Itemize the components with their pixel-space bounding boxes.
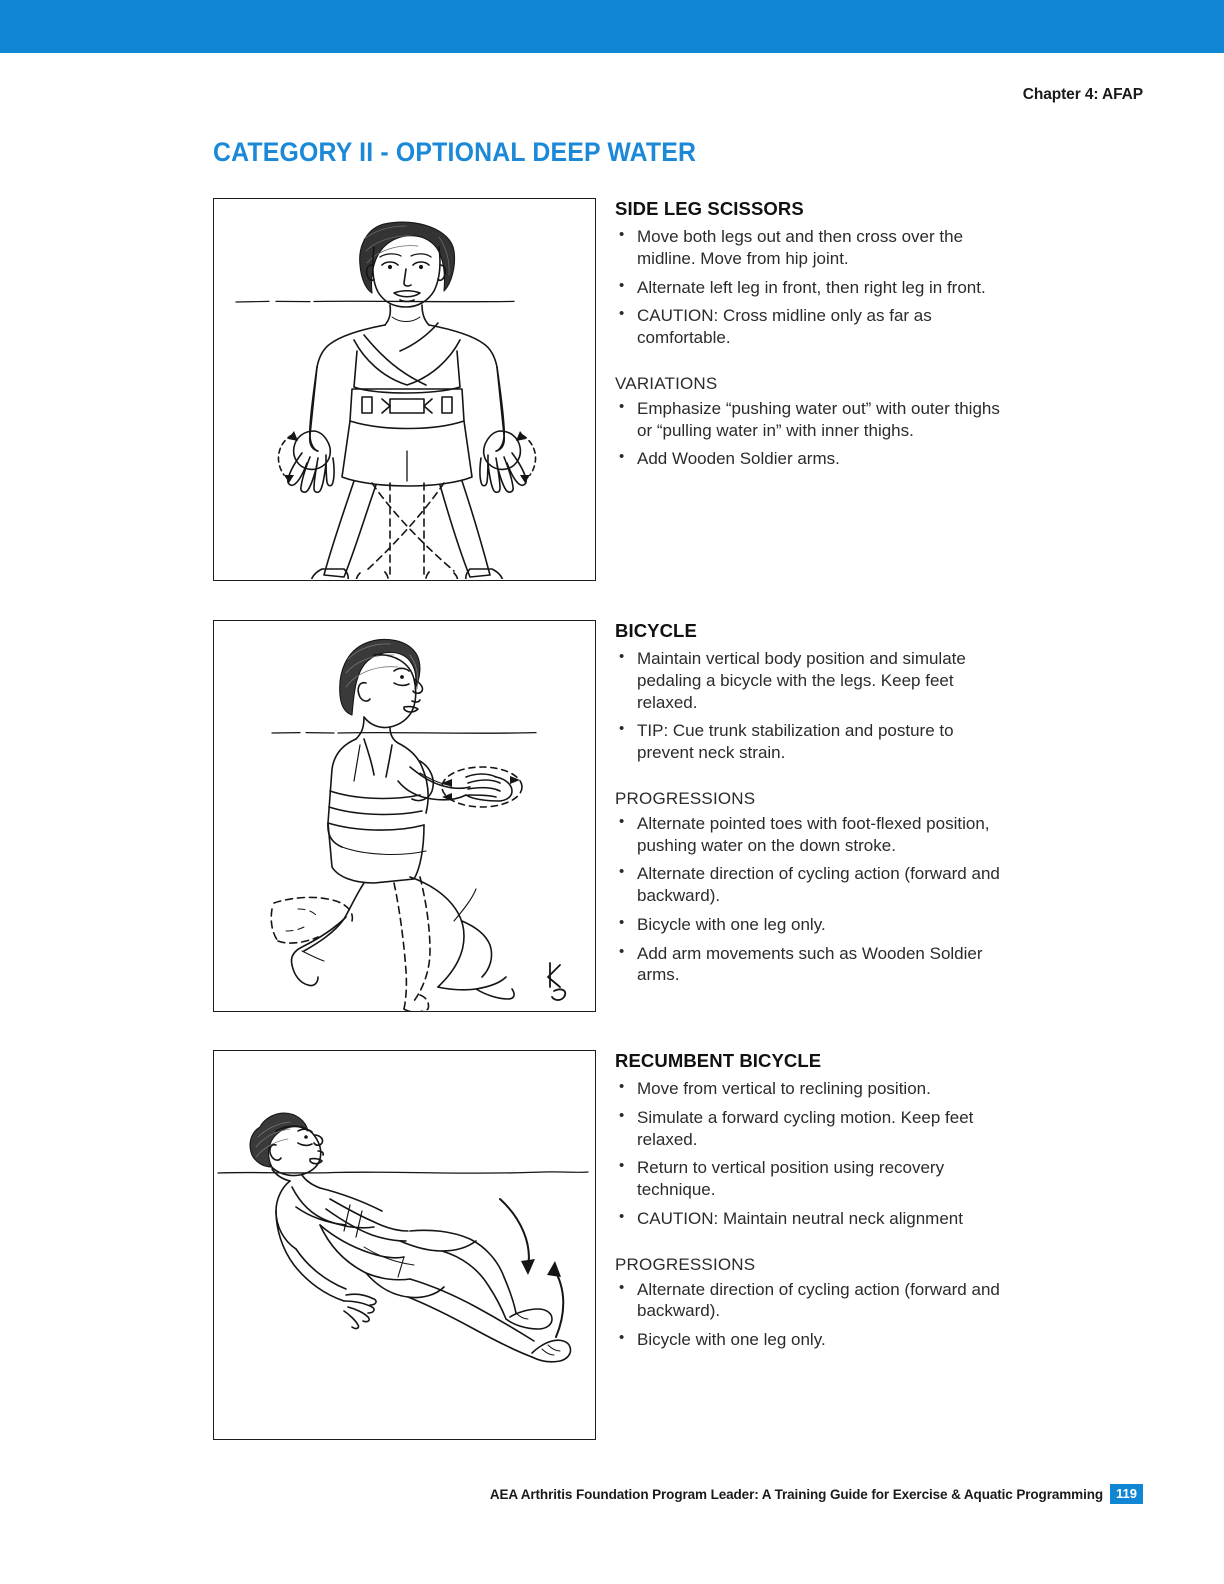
list-item: • Move from vertical to reclining position. bbox=[615, 1078, 1013, 1100]
list-item: • Emphasize “pushing water out” with outer thighs or “pulling water in” with inner thighs. bbox=[615, 398, 1013, 442]
header-accent-band bbox=[0, 0, 1224, 53]
page-footer bbox=[0, 1484, 1224, 1514]
bicycle-illustration bbox=[214, 621, 594, 1011]
list-item: • Alternate pointed toes with foot-flexed position, pushing water on the down stroke. bbox=[615, 813, 1013, 857]
exercise-title: RECUMBENT BICYCLE bbox=[615, 1050, 822, 1071]
figure-side-leg-scissors bbox=[213, 198, 596, 581]
page-title: CATEGORY II - OPTIONAL DEEP WATER bbox=[213, 137, 697, 167]
text-column-bicycle bbox=[615, 620, 1013, 993]
list-item: • Move both legs out and then cross over the midline. Move from hip joint. bbox=[615, 226, 1013, 270]
list-item: • Return to vertical position using recovery technique. bbox=[615, 1157, 1013, 1201]
list-item: • Alternate direction of cycling action (forward and backward). bbox=[615, 1279, 1013, 1323]
figure-bicycle bbox=[213, 620, 596, 1012]
exercise-title: BICYCLE bbox=[615, 620, 697, 641]
text-column-recumbent-bicycle bbox=[615, 1050, 1013, 1358]
list-item: • Bicycle with one leg only. bbox=[615, 914, 1013, 936]
exercise-title: SIDE LEG SCISSORS bbox=[615, 198, 804, 219]
list-item: • CAUTION: Cross midline only as far as comfortable. bbox=[615, 305, 1013, 349]
subsection-heading: VARIATIONS bbox=[615, 373, 718, 393]
list-item: • CAUTION: Maintain neutral neck alignment bbox=[615, 1208, 1013, 1230]
subsection-heading: PROGRESSIONS bbox=[615, 1254, 756, 1274]
side-leg-scissors-illustration bbox=[214, 199, 594, 579]
list-item: • Simulate a forward cycling motion. Keep feet relaxed. bbox=[615, 1107, 1013, 1151]
list-item: • Bicycle with one leg only. bbox=[615, 1329, 1013, 1351]
recumbent-bicycle-illustration bbox=[214, 1051, 594, 1439]
footer-title: AEA Arthritis Foundation Program Leader: A Training Guide for Exercise & Aquatic Programming bbox=[489, 1486, 1104, 1502]
running-head: Chapter 4: AFAP bbox=[1022, 86, 1143, 103]
variation-list bbox=[615, 398, 1013, 470]
progression-list bbox=[615, 813, 1013, 986]
instruction-list bbox=[615, 226, 1013, 349]
list-item: • Alternate left leg in front, then right leg in front. bbox=[615, 277, 1013, 299]
progression-list bbox=[615, 1279, 1013, 1351]
instruction-list bbox=[615, 648, 1013, 764]
text-column-side-leg-scissors bbox=[615, 198, 1013, 477]
figure-recumbent-bicycle bbox=[213, 1050, 596, 1440]
list-item: • Add arm movements such as Wooden Soldier arms. bbox=[615, 943, 1013, 987]
list-item: • Maintain vertical body position and simulate pedaling a bicycle with the legs. Keep feet relaxed. bbox=[615, 648, 1013, 713]
list-item: • TIP: Cue trunk stabilization and posture to prevent neck strain. bbox=[615, 720, 1013, 764]
instruction-list bbox=[615, 1078, 1013, 1230]
subsection-heading: PROGRESSIONS bbox=[615, 788, 756, 808]
list-item: • Add Wooden Soldier arms. bbox=[615, 448, 1013, 470]
page-number-badge: 119 bbox=[1110, 1484, 1143, 1504]
list-item: • Alternate direction of cycling action (forward and backward). bbox=[615, 863, 1013, 907]
footer-inner bbox=[490, 1484, 1143, 1504]
